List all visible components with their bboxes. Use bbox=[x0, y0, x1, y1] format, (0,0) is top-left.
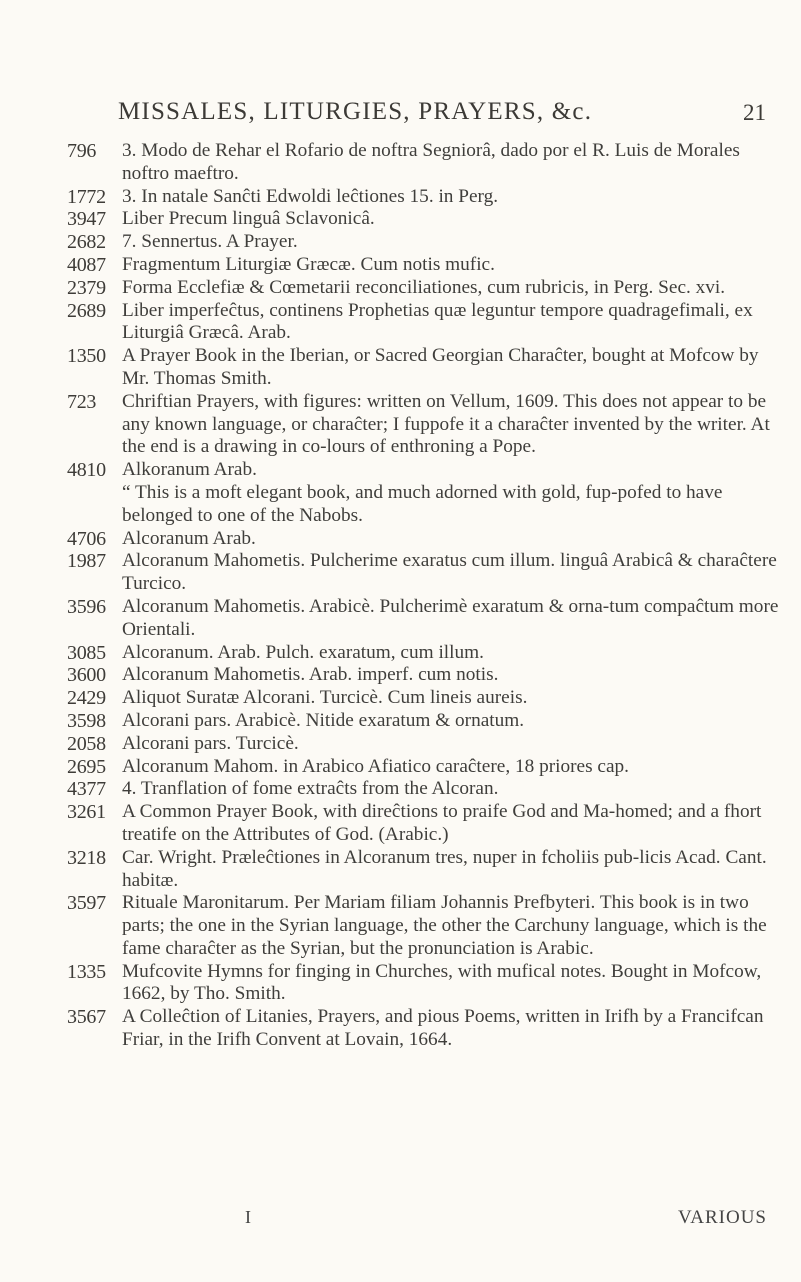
running-title: MISSALES, LITURGIES, PRAYERS, &c. bbox=[118, 98, 593, 125]
shelf-number: 3947 bbox=[67, 208, 106, 231]
shelf-number: 4377 bbox=[67, 778, 106, 801]
entry-description: “ This is a moft elegant book, and much adorned with gold, fup-pofed to have belonged to one of the Nabobs. bbox=[122, 481, 723, 526]
shelf-number: 3596 bbox=[67, 595, 106, 618]
catalogue-entry bbox=[67, 778, 787, 801]
page-number: 21 bbox=[743, 100, 766, 125]
entry-description: Alkoranum Arab. bbox=[122, 459, 257, 481]
shelf-number: 4087 bbox=[67, 253, 106, 276]
entry-description: Liber Precum linguâ Sclavonicâ. bbox=[122, 208, 375, 230]
catalogue-entry bbox=[67, 550, 787, 596]
signature-mark: I bbox=[245, 1207, 251, 1227]
entry-description: 3. In natale Sanĉti Edwoldi leĉtiones 15. in Perg. bbox=[122, 185, 499, 207]
entry-description: Mufcovite Hymns for finging in Churches, with mufical notes. Bought in Mofcow, 1662, by Tho. Smith. bbox=[122, 960, 762, 1005]
entry-description: A Prayer Book in the Iberian, or Sacred Georgian Charaĉter, bought at Mofcow by Mr. Thomas Smith. bbox=[122, 345, 759, 389]
shelf-number: 4810 bbox=[67, 459, 106, 482]
shelf-number: 3600 bbox=[67, 664, 106, 687]
entry-description: Alcoranum Mahometis. Pulcherime exaratus cum illum. linguâ Arabicâ & charaĉtere Turcico. bbox=[122, 550, 777, 595]
entry-description: Liber imperfeĉtus, continens Prophetias quæ leguntur tempore quadragefimali, ex Liturgiâ Græcâ. Arab. bbox=[122, 299, 753, 344]
shelf-number: 2689 bbox=[67, 299, 106, 322]
entry-description: Car. Wright. Præleĉtiones in Alcoranum tres, nuper in fcholiis pub-licis Acad. Cant. habitæ. bbox=[122, 846, 767, 891]
entry-description: Alcoranum Mahom. in Arabico Afiatico caraĉtere, 18 priores cap. bbox=[122, 755, 630, 777]
shelf-number: 1335 bbox=[67, 960, 106, 983]
catalogue-entry bbox=[67, 892, 787, 960]
shelf-number: 3598 bbox=[67, 709, 106, 732]
page-header bbox=[118, 98, 766, 138]
entry-description: Alcoranum Mahometis. Arab. imperf. cum notis. bbox=[122, 664, 499, 686]
catalogue-entry bbox=[67, 1006, 787, 1052]
shelf-number: 3597 bbox=[67, 892, 106, 915]
page-footer bbox=[0, 1207, 801, 1237]
catalogue-entry bbox=[67, 756, 787, 779]
shelf-number: 2695 bbox=[67, 755, 106, 778]
catalogue-entry bbox=[67, 254, 787, 277]
shelf-number: 3085 bbox=[67, 641, 106, 664]
catalogue-entry bbox=[67, 482, 787, 528]
catalogue-entry bbox=[67, 277, 787, 300]
catalogue-entry bbox=[67, 391, 787, 459]
entry-description: Rituale Maronitarum. Per Mariam filiam Johannis Prefbyteri. This book is in two parts; the one in the Syrian language, the other the Carchuny language, which is the fame charaĉter as the Syrian, but the pronunciation is Arabic. bbox=[122, 892, 767, 959]
shelf-number: 2058 bbox=[67, 732, 106, 755]
entry-description: A Colleĉtion of Litanies, Prayers, and pious Poems, written in Irifh by a Francifcan Friar, in the Irifh Convent at Lovain, 1664. bbox=[122, 1006, 764, 1051]
catchword: VARIOUS bbox=[678, 1207, 768, 1228]
catalogue-entry bbox=[67, 186, 787, 209]
catalogue-entry bbox=[67, 140, 787, 186]
catalogue-entry bbox=[67, 300, 787, 346]
catalogue-entry bbox=[67, 345, 787, 391]
shelf-number: 1987 bbox=[67, 550, 106, 573]
shelf-number: 723 bbox=[67, 390, 97, 413]
shelf-number: 2379 bbox=[67, 276, 106, 299]
shelf-number: 796 bbox=[67, 140, 97, 162]
catalogue-entry bbox=[67, 847, 787, 893]
catalogue-entry bbox=[67, 208, 787, 231]
entry-description: A Common Prayer Book, with direĉtions to praife God and Ma-homed; and a fhort treatife on the Attributes of God. (Arabic.) bbox=[122, 801, 762, 845]
entry-description: Alcorani pars. Arabicè. Nitide exaratum & ornatum. bbox=[122, 709, 525, 731]
entry-description: Chriftian Prayers, with figures: written on Vellum, 1609. This does not appear to be any known language, or charaĉter; I fuppofe it a charaĉter invented by the writer. At the end is a drawing in co-lours of enthroning a Pope. bbox=[122, 390, 770, 458]
shelf-number: 4706 bbox=[67, 527, 106, 550]
catalogue-entry bbox=[67, 801, 787, 847]
entry-description: Alcoranum Arab. bbox=[122, 527, 256, 549]
entry-description: 7. Sennertus. A Prayer. bbox=[122, 231, 298, 253]
shelf-number: 3218 bbox=[67, 846, 106, 869]
entry-description: Alcorani pars. Turcicè. bbox=[122, 732, 299, 754]
entry-description: Forma Ecclefiæ & Cœmetarii reconciliationes, cum rubricis, in Perg. Sec. xvi. bbox=[122, 276, 726, 298]
catalogue-entry bbox=[67, 528, 787, 551]
catalogue-entry bbox=[67, 664, 787, 687]
catalogue-entry bbox=[67, 733, 787, 756]
shelf-number: 2429 bbox=[67, 687, 106, 710]
catalogue-entry bbox=[67, 687, 787, 710]
catalogue-entry bbox=[67, 710, 787, 733]
shelf-number: 1772 bbox=[67, 185, 106, 208]
catalogue-entry bbox=[67, 231, 787, 254]
shelf-number: 1350 bbox=[67, 345, 106, 368]
catalogue-entry bbox=[67, 961, 787, 1007]
entry-description: 3. Modo de Rehar el Rofario de noftra Segniorâ, dado por el R. Luis de Morales noftro maeftro. bbox=[122, 140, 740, 184]
entry-description: Aliquot Suratæ Alcorani. Turcicè. Cum lineis aureis. bbox=[122, 687, 528, 709]
shelf-number: 3261 bbox=[67, 801, 106, 824]
entry-description: Alcoranum Mahometis. Arabicè. Pulcherimè exaratum & orna-tum compaĉtum more Orientali. bbox=[122, 595, 779, 640]
entry-description: 4. Tranflation of fome extraĉts from the Alcoran. bbox=[122, 778, 499, 800]
entry-description: Alcoranum. Arab. Pulch. exaratum, cum illum. bbox=[122, 641, 484, 663]
catalogue-entry bbox=[67, 596, 787, 642]
catalogue-entry bbox=[67, 459, 787, 482]
entry-description: Fragmentum Liturgiæ Græcæ. Cum notis mufic. bbox=[122, 253, 495, 275]
catalogue-entry bbox=[67, 642, 787, 665]
shelf-number: 3567 bbox=[67, 1006, 106, 1029]
catalogue-entries bbox=[67, 140, 787, 1052]
shelf-number: 2682 bbox=[67, 231, 106, 254]
